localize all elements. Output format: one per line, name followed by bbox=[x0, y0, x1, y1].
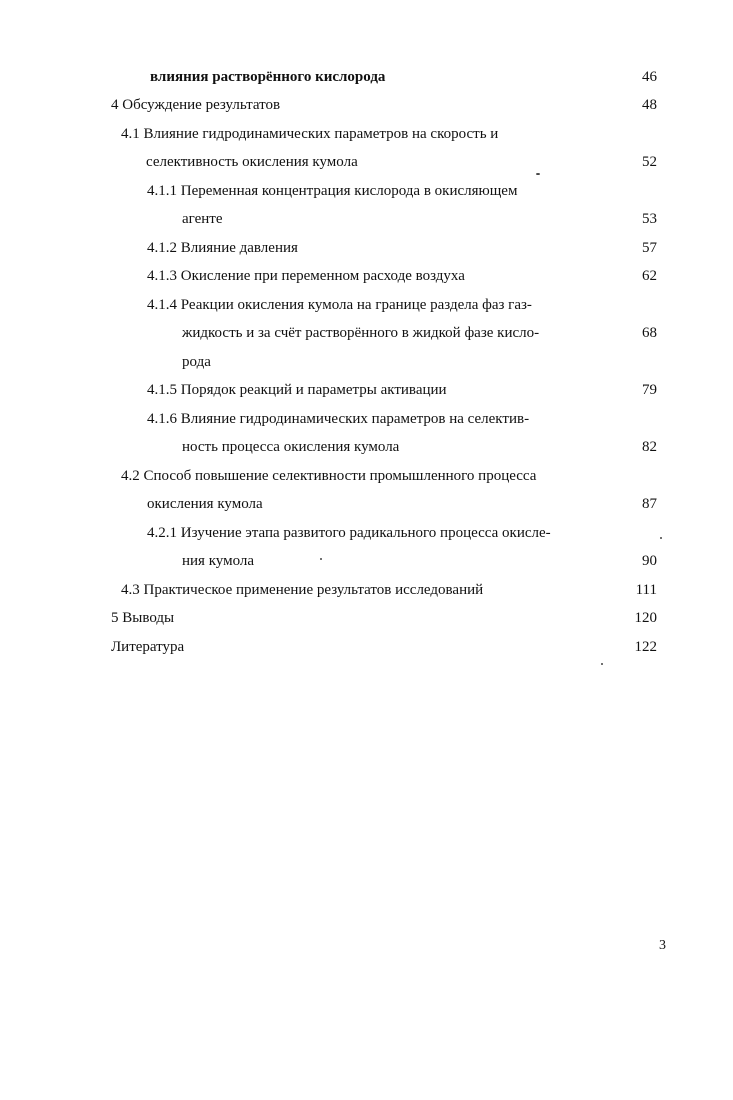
toc-page-10: 68 bbox=[642, 325, 657, 341]
toc-page-6: 53 bbox=[642, 211, 657, 227]
toc-line-3: 4.1 Влияние гидродинамических параметров на скорость и bbox=[121, 126, 499, 142]
toc-line-1: влияния растворённого кислорода bbox=[150, 69, 386, 85]
page-number: 3 bbox=[659, 938, 666, 953]
toc-page-4: 52 bbox=[642, 154, 657, 170]
scan-speck bbox=[601, 663, 603, 665]
toc-page-8: 62 bbox=[642, 268, 657, 284]
toc-page-20: 120 bbox=[634, 610, 657, 626]
toc-line-2: 4 Обсуждение результатов bbox=[111, 97, 281, 113]
toc-page-16: 87 bbox=[642, 496, 657, 512]
toc-line-9: 4.1.4 Реакции окисления кумола на границе раздела фаз газ- bbox=[147, 297, 532, 313]
toc-line-18: ния кумола bbox=[182, 553, 255, 569]
toc-line-19: 4.3 Практическое применение результатов исследований bbox=[121, 582, 484, 598]
toc-line-7: 4.1.2 Влияние давления bbox=[147, 240, 298, 256]
toc-page-12: 79 bbox=[642, 382, 657, 398]
toc-page-14: 82 bbox=[642, 439, 657, 455]
toc-page-19: 111 bbox=[635, 582, 657, 598]
toc-page-1: 46 bbox=[642, 69, 657, 85]
toc-line-15: 4.2 Способ повышение селективности промышленного процесса bbox=[121, 468, 537, 484]
toc-page-7: 57 bbox=[642, 240, 657, 256]
toc-line-5: 4.1.1 Переменная концентрация кислорода в окисляющем bbox=[147, 183, 518, 199]
toc-line-4: селективность окисления кумола bbox=[146, 154, 358, 170]
toc-line-21: Литература bbox=[111, 639, 185, 655]
toc-page-21: 122 bbox=[634, 639, 657, 655]
toc-line-13: 4.1.6 Влияние гидродинамических параметров на селектив- bbox=[147, 411, 530, 427]
toc-line-8: 4.1.3 Окисление при переменном расходе воздуха bbox=[147, 268, 465, 284]
toc-line-14: ность процесса окисления кумола bbox=[182, 439, 400, 455]
scan-speck bbox=[660, 537, 662, 539]
toc-line-16: окисления кумола bbox=[147, 496, 263, 512]
toc-page-2: 48 bbox=[642, 97, 657, 113]
toc-line-20: 5 Выводы bbox=[111, 610, 175, 626]
toc-line-12: 4.1.5 Порядок реакций и параметры активации bbox=[147, 382, 447, 398]
toc-line-17: 4.2.1 Изучение этапа развитого радикального процесса окисле- bbox=[147, 525, 551, 541]
scan-speck bbox=[320, 558, 322, 560]
scan-speck bbox=[536, 173, 540, 175]
toc-line-11: рода bbox=[182, 354, 211, 370]
toc-line-10: жидкость и за счёт растворённого в жидкой фазе кисло- bbox=[182, 325, 540, 341]
toc-page-18: 90 bbox=[642, 553, 657, 569]
toc-line-6: агенте bbox=[182, 211, 223, 227]
